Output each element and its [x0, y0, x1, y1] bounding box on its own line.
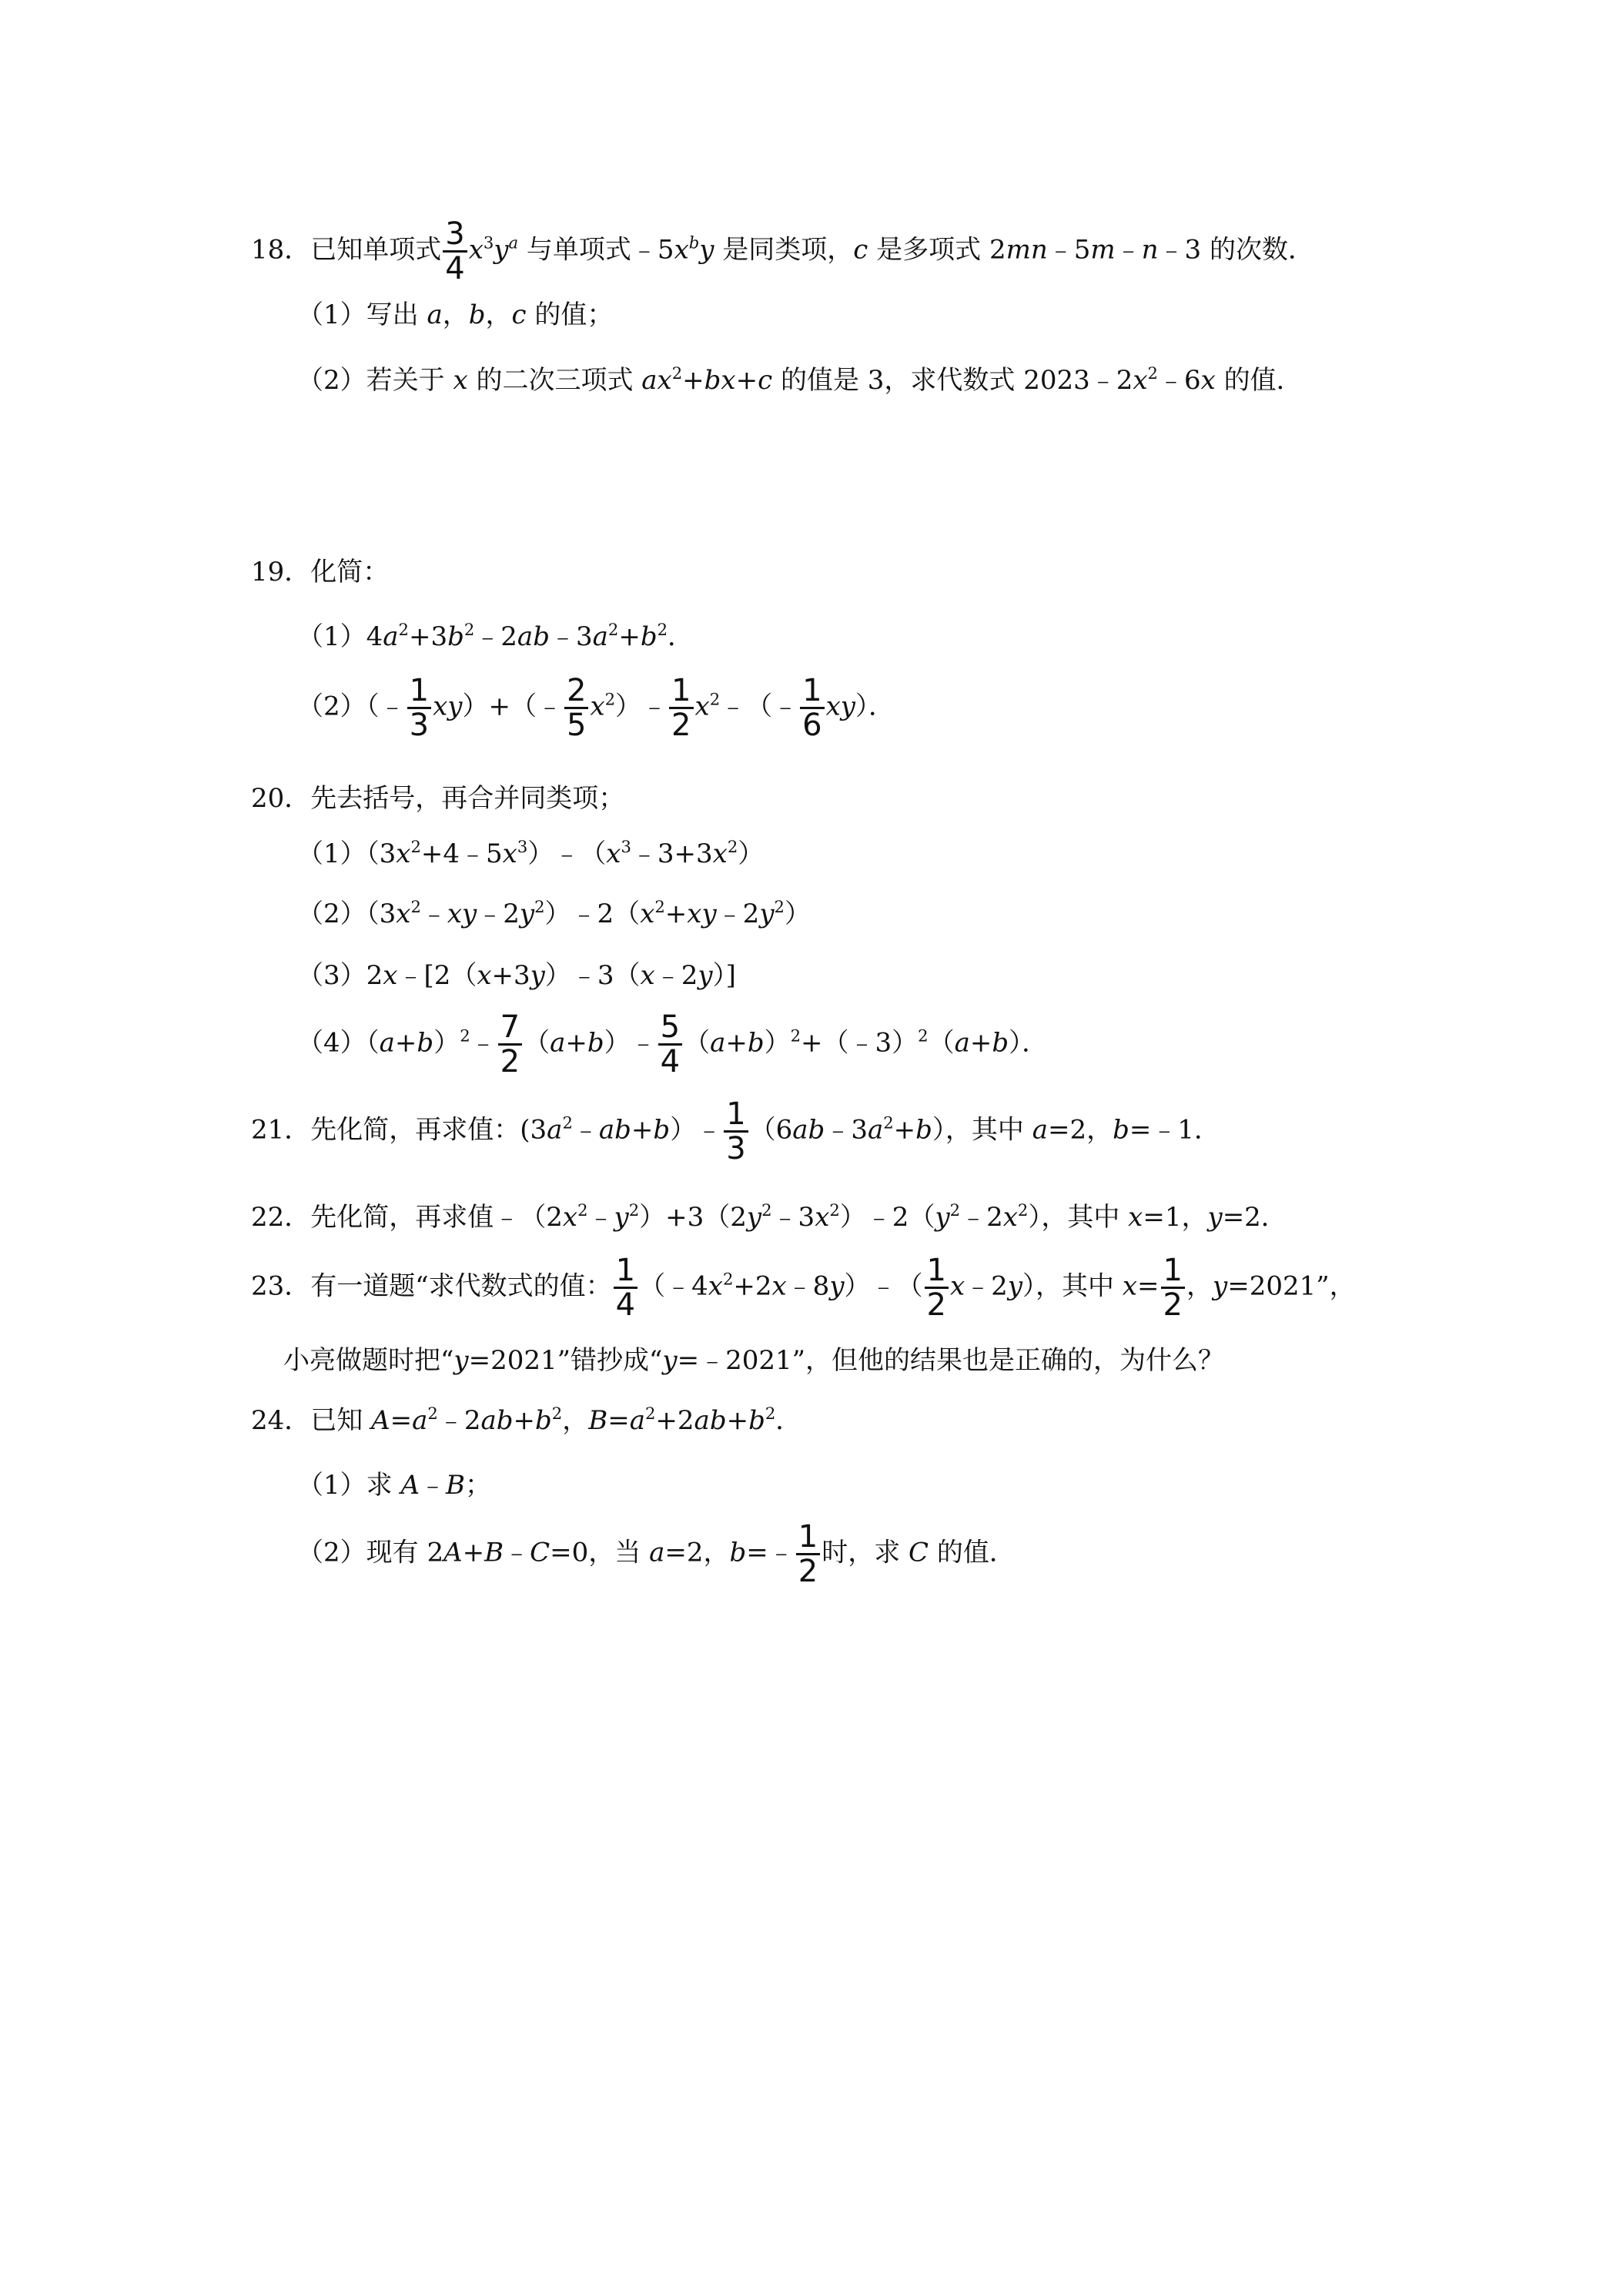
fraction: $\frac{1}{2}$ [796, 1521, 820, 1588]
q23-stem: 23．有一道题“求代数式的值： $\frac{1}{4}$ $(﹣4x^2+2x﹣8y)﹣$（ $\frac{1}{2}$ x﹣2y），其中 x= $\frac{1}{2}$ ，y=2021”， [251, 1253, 1356, 1323]
fraction: $\frac{1}{3}$ [407, 674, 431, 741]
q20-part3: （3）2x﹣[2（x+3y）﹣3（x﹣2y）] [297, 960, 736, 991]
q18-stem: 18．已知单项式 $\frac{3}{4}$ $x^3y^a$ 与单项式$﹣5x^by$ 是同类项，c 是多项式 2mn﹣5m﹣n﹣3 的次数． [251, 216, 1314, 286]
q20-part2: $(2)(3x^2﹣xy﹣2y^2)﹣2(x^2+xy﹣2y^2)$ [297, 896, 811, 929]
q21-stem: 21．先化简，再求值：$(3a^2﹣ab+b)﹣$ $\frac{1}{3}$ $(6ab﹣3a^2+b)$，其中 a=2，b=﹣1． [251, 1096, 1221, 1166]
fraction: $\frac{1}{3}$ [724, 1098, 748, 1165]
q19-part1: $(1)4a^2+3b^2﹣2ab﹣3a^2+b^2$． [297, 619, 694, 652]
fraction: $\frac{2}{5}$ [564, 674, 588, 741]
fraction: $\frac{1}{2}$ [1161, 1254, 1185, 1321]
fraction: $\frac{1}{2}$ [669, 674, 693, 741]
q20-part4: $(4)(a+b)^2﹣$ $\frac{7}{2}$ （a+b）﹣ $\frac{5}{4}$ $(a+b)^2+(﹣3)^2(a+b)$． [297, 1009, 1049, 1079]
q24-part2: （2）现有 2A+B﹣C=0，当 a=2，b=﹣ $\frac{1}{2}$ 时，求 C 的值． [297, 1519, 1016, 1589]
q20-stem: 20．先去括号，再合并同类项； [251, 783, 625, 814]
q20-part1: $(1)(3x^2+4﹣5x^3)﹣(x^3﹣3+3x^2)$ [297, 836, 765, 869]
q24-stem: 24．已知 $A=a^2﹣2ab+b^2$，$B=a^2+2ab+b^2$． [251, 1403, 802, 1436]
q23-line2: 小亮做题时把“y=2021”错抄成“y=﹣2021”，但他的结果也是正确的，为什么？ [283, 1345, 1225, 1376]
q24-part1: （1）求 A﹣B； [297, 1470, 492, 1501]
q18-part1: （1）写出 a，b，c 的值； [297, 300, 614, 330]
fraction: $\frac{7}{2}$ [498, 1011, 522, 1078]
q19-part2: （2）（﹣ $\frac{1}{3}$ xy）+（﹣ $\frac{2}{5}$ $x^2)﹣$ $\frac{1}{2}$ $x^2﹣(﹣$ $\frac{1}{6}$ xy）． [297, 673, 895, 743]
fraction: $\frac{1}{6}$ [800, 674, 824, 741]
fraction: $\frac{5}{4}$ [658, 1011, 682, 1078]
fraction: $\frac{3}{4}$ [443, 218, 467, 285]
q22-stem: 22．先化简，再求值$﹣(2x^2﹣y^2)+3(2y^2﹣3x^2)﹣2(y^2﹣2x^2)$，其中 x=1，y=2． [251, 1200, 1287, 1233]
fraction: $\frac{1}{2}$ [925, 1254, 949, 1321]
q18-part2: （2）若关于 x 的二次三项式 $ax^2+bx+c$ 的值是 3，求代数式 $2023﹣2x^2﹣6x$ 的值． [297, 363, 1303, 396]
fraction: $\frac{1}{4}$ [614, 1254, 637, 1321]
q19-stem: 19．化简： [251, 557, 390, 587]
